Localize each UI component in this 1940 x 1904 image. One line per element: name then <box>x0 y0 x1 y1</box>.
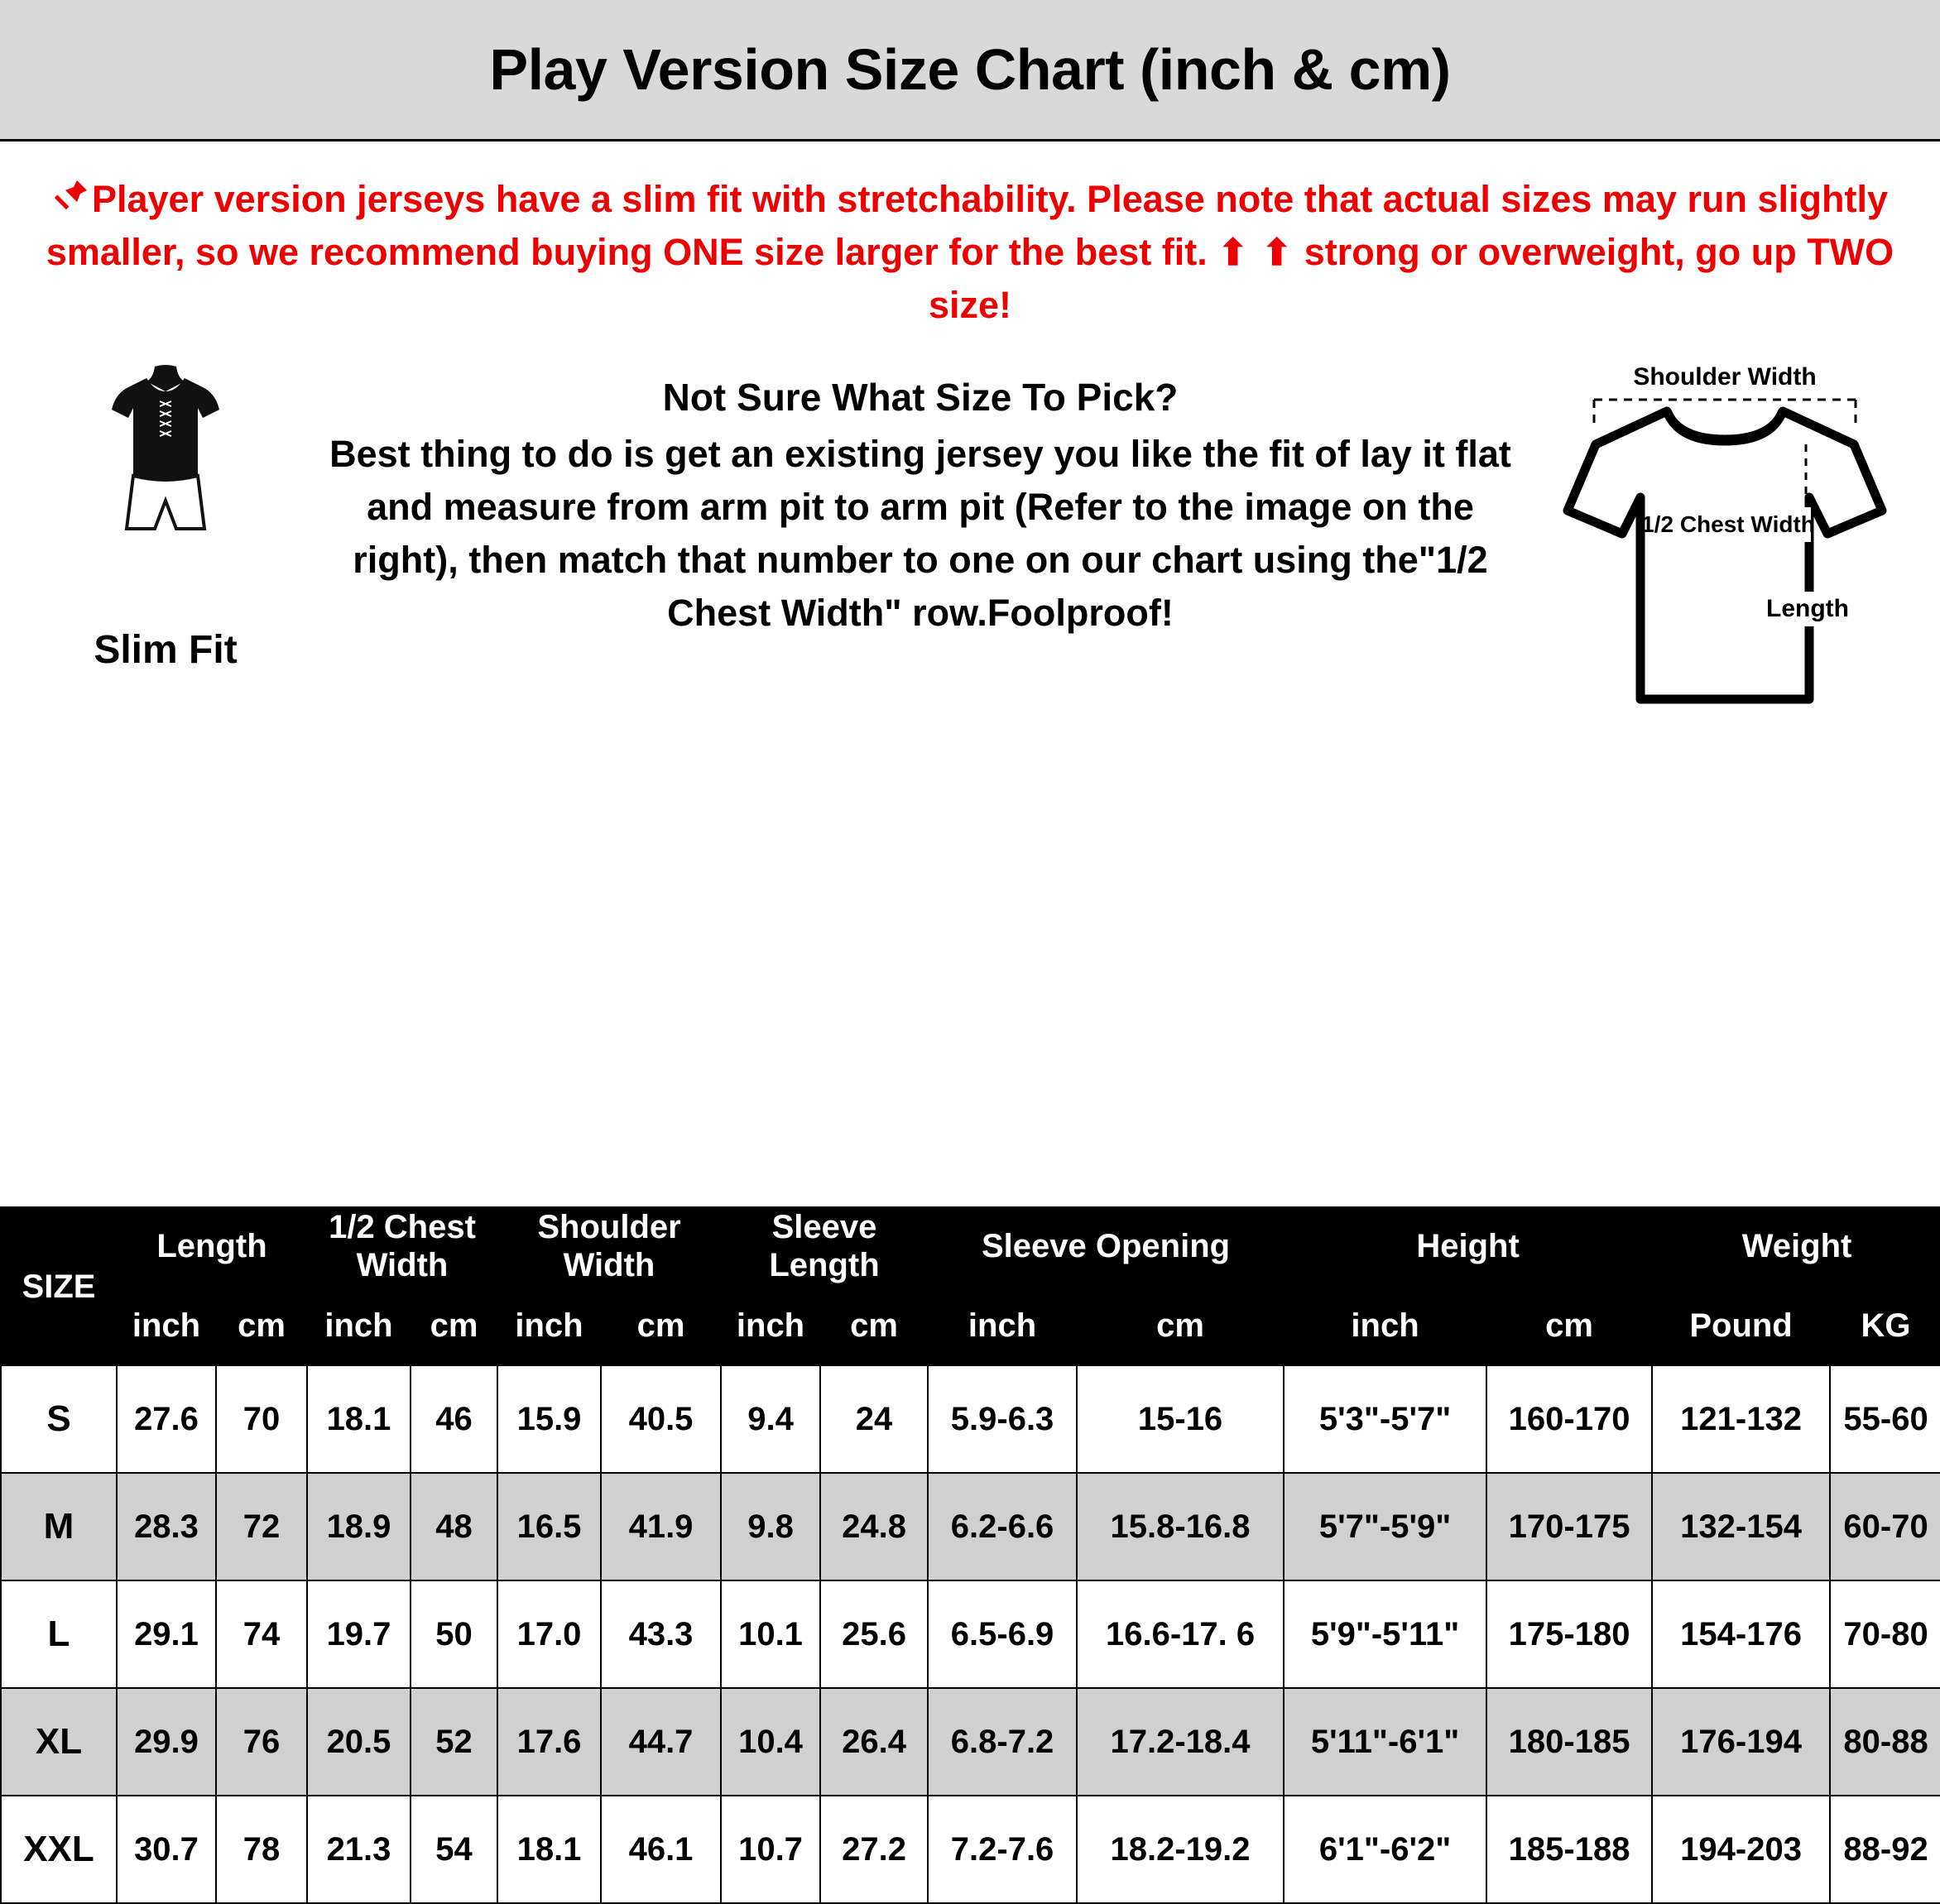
cell: 170-175 <box>1486 1473 1652 1580</box>
cell: 5'9"-5'11" <box>1284 1580 1486 1688</box>
cell: 76 <box>216 1688 307 1796</box>
cell: 46.1 <box>601 1796 721 1903</box>
unit-sleeve-opening-cm: cm <box>1077 1285 1284 1365</box>
cell: 70-80 <box>1830 1580 1940 1688</box>
size-table <box>0 1206 1940 1904</box>
cell: 5'7"-5'9" <box>1284 1473 1486 1580</box>
unit-weight-kg: KG <box>1830 1285 1940 1365</box>
cell: 6.2-6.6 <box>928 1473 1077 1580</box>
cell: 5.9-6.3 <box>928 1365 1077 1473</box>
unit-weight-pound: Pound <box>1652 1285 1830 1365</box>
col-group-sleeve-length: Sleeve Length <box>721 1207 928 1285</box>
measurement-diagram <box>1534 348 1915 736</box>
cell: 29.9 <box>117 1688 216 1796</box>
fit-notice-text-2: strong or overweight, go up TWO size! <box>928 230 1894 327</box>
row-size: XL <box>1 1688 117 1796</box>
cell: 40.5 <box>601 1365 721 1473</box>
cell: 6.5-6.9 <box>928 1580 1077 1688</box>
unit-length-inch: inch <box>117 1285 216 1365</box>
unit-header-row <box>1 1285 1940 1365</box>
unit-height-inch: inch <box>1284 1285 1486 1365</box>
unit-shoulder-inch: inch <box>497 1285 601 1365</box>
cell: 60-70 <box>1830 1473 1940 1580</box>
slim-fit-block <box>25 348 306 673</box>
cell: 26.4 <box>820 1688 928 1796</box>
cell: 15.8-16.8 <box>1077 1473 1284 1580</box>
table-row <box>1 1473 1940 1580</box>
cell: 18.1 <box>307 1365 411 1473</box>
cell: 54 <box>411 1796 497 1903</box>
cell: 25.6 <box>820 1580 928 1688</box>
cell: 185-188 <box>1486 1796 1652 1903</box>
cell: 194-203 <box>1652 1796 1830 1903</box>
row-size: L <box>1 1580 117 1688</box>
cell: 121-132 <box>1652 1365 1830 1473</box>
cell: 10.7 <box>721 1796 820 1903</box>
cell: 55-60 <box>1830 1365 1940 1473</box>
cell: 16.6-17. 6 <box>1077 1580 1284 1688</box>
row-size: XXL <box>1 1796 117 1903</box>
cell: 9.4 <box>721 1365 820 1473</box>
col-size: SIZE <box>1 1207 117 1365</box>
col-group-half-chest-width: 1/2 Chest Width <box>307 1207 497 1285</box>
unit-length-cm: cm <box>216 1285 307 1365</box>
cell: 10.4 <box>721 1688 820 1796</box>
cell: 21.3 <box>307 1796 411 1903</box>
cell: 27.2 <box>820 1796 928 1903</box>
cell: 80-88 <box>1830 1688 1940 1796</box>
cell: 6'1"-6'2" <box>1284 1796 1486 1903</box>
page-title: Play Version Size Chart (inch & cm) <box>489 37 1451 102</box>
cell: 20.5 <box>307 1688 411 1796</box>
cell: 15-16 <box>1077 1365 1284 1473</box>
cell: 7.2-7.6 <box>928 1796 1077 1903</box>
cell: 74 <box>216 1580 307 1688</box>
tshirt-measurement-diagram-icon <box>1543 352 1907 736</box>
group-header-row <box>1 1207 1940 1285</box>
cell: 27.6 <box>117 1365 216 1473</box>
info-row <box>0 340 1940 1206</box>
cell: 46 <box>411 1365 497 1473</box>
cell: 50 <box>411 1580 497 1688</box>
cell: 16.5 <box>497 1473 601 1580</box>
cell: 175-180 <box>1486 1580 1652 1688</box>
fit-notice-text-1: Player version jerseys have a slim fit with stretchability. Please note that actual sizes may run slightly smaller, so we recommend buying ONE size larger for the best fit. <box>46 178 1889 273</box>
table-row <box>1 1688 1940 1796</box>
cell: 9.8 <box>721 1473 820 1580</box>
title-bar <box>0 0 1940 141</box>
cell: 132-154 <box>1652 1473 1830 1580</box>
col-group-shoulder-width: Shoulder Width <box>497 1207 721 1285</box>
cell: 10.1 <box>721 1580 820 1688</box>
cell: 17.2-18.4 <box>1077 1688 1284 1796</box>
col-group-sleeve-opening: Sleeve Opening <box>928 1207 1284 1285</box>
cell: 28.3 <box>117 1473 216 1580</box>
size-table-body <box>1 1365 1940 1903</box>
size-table-head <box>1 1207 1940 1365</box>
cell: 19.7 <box>307 1580 411 1688</box>
cell: 160-170 <box>1486 1365 1652 1473</box>
svg-text:Length: Length <box>1766 595 1849 623</box>
col-group-length: Length <box>117 1207 307 1285</box>
unit-sleeve-opening-inch: inch <box>928 1285 1077 1365</box>
table-row <box>1 1365 1940 1473</box>
arrow-up-icon: ⬆ ⬆ <box>1217 232 1294 273</box>
table-row <box>1 1580 1940 1688</box>
row-size: S <box>1 1365 117 1473</box>
cell: 154-176 <box>1652 1580 1830 1688</box>
guidance-body: Best thing to do is get an existing jersey you like the fit of lay it flat and measure from arm pit to arm pit (Refer to the image on the right), then match that number to one on our chart using the"1/2 Chest Width" row.Foolproof! <box>329 433 1511 635</box>
col-group-weight: Weight <box>1652 1207 1940 1285</box>
cell: 43.3 <box>601 1580 721 1688</box>
cell: 88-92 <box>1830 1796 1940 1903</box>
cell: 30.7 <box>117 1796 216 1903</box>
cell: 5'11"-6'1" <box>1284 1688 1486 1796</box>
cell: 29.1 <box>117 1580 216 1688</box>
cell: 18.2-19.2 <box>1077 1796 1284 1903</box>
svg-text:Shoulder Width: Shoulder Width <box>1633 363 1817 391</box>
unit-sleeve-length-inch: inch <box>721 1285 820 1365</box>
cell: 70 <box>216 1365 307 1473</box>
cell: 15.9 <box>497 1365 601 1473</box>
cell: 18.1 <box>497 1796 601 1903</box>
unit-height-cm: cm <box>1486 1285 1652 1365</box>
cell: 176-194 <box>1652 1688 1830 1796</box>
cell: 72 <box>216 1473 307 1580</box>
guidance-block <box>306 348 1534 640</box>
unit-chest-inch: inch <box>307 1285 411 1365</box>
cell: 24 <box>820 1365 928 1473</box>
pushpin-icon <box>52 176 90 229</box>
slim-fit-body-icon <box>79 363 252 616</box>
cell: 18.9 <box>307 1473 411 1580</box>
cell: 17.0 <box>497 1580 601 1688</box>
cell: 41.9 <box>601 1473 721 1580</box>
cell: 180-185 <box>1486 1688 1652 1796</box>
cell: 5'3"-5'7" <box>1284 1365 1486 1473</box>
svg-text:1/2 Chest Width: 1/2 Chest Width <box>1641 511 1815 538</box>
cell: 24.8 <box>820 1473 928 1580</box>
unit-chest-cm: cm <box>411 1285 497 1365</box>
table-row <box>1 1796 1940 1903</box>
fit-notice <box>0 141 1940 340</box>
unit-sleeve-length-cm: cm <box>820 1285 928 1365</box>
cell: 78 <box>216 1796 307 1903</box>
cell: 52 <box>411 1688 497 1796</box>
cell: 17.6 <box>497 1688 601 1796</box>
slim-fit-label: Slim Fit <box>94 628 238 673</box>
guidance-question: Not Sure What Size To Pick? <box>662 376 1179 420</box>
cell: 6.8-7.2 <box>928 1688 1077 1796</box>
unit-shoulder-cm: cm <box>601 1285 721 1365</box>
row-size: M <box>1 1473 117 1580</box>
cell: 48 <box>411 1473 497 1580</box>
cell: 44.7 <box>601 1688 721 1796</box>
col-group-height: Height <box>1284 1207 1652 1285</box>
